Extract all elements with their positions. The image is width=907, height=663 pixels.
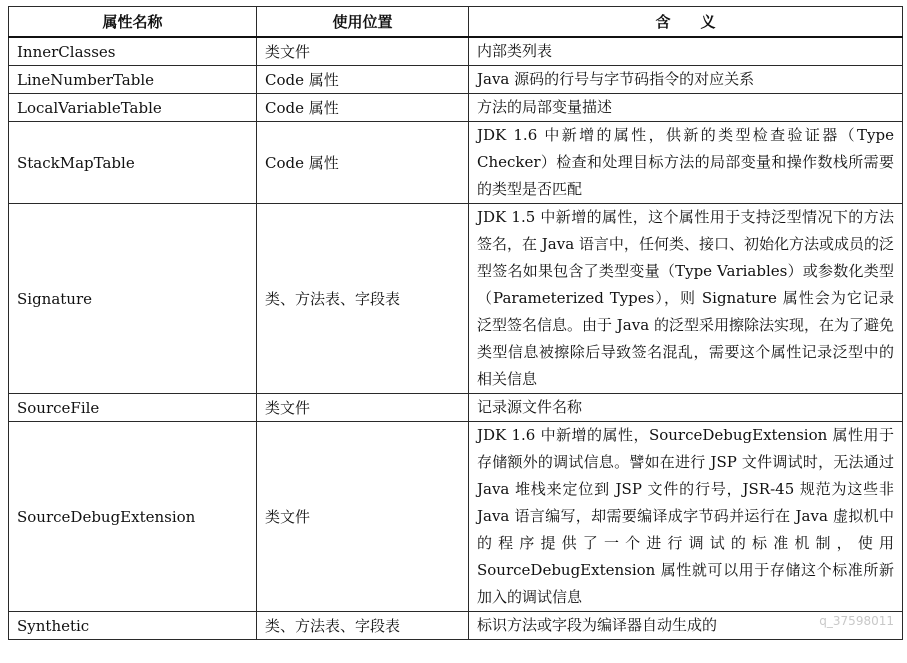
table-row bbox=[9, 394, 903, 422]
table-row bbox=[9, 94, 903, 122]
attribute-table bbox=[8, 6, 903, 640]
attribute-name-cell: InnerClasses bbox=[9, 37, 257, 66]
table-row bbox=[9, 37, 903, 66]
meaning-cell: JDK 1.6 中新增的属性，供新的类型检查验证器（Type Checker）检查和处理目标方法的局部变量和操作数栈所需要的类型是否匹配 bbox=[469, 122, 903, 204]
attribute-name-cell: SourceDebugExtension bbox=[9, 422, 257, 612]
meaning-cell: 内部类列表 bbox=[469, 37, 903, 66]
header-usage-location: 使用位置 bbox=[257, 7, 469, 38]
meaning-cell: 方法的局部变量描述 bbox=[469, 94, 903, 122]
attribute-name-cell: SourceFile bbox=[9, 394, 257, 422]
meaning-text: 标识方法或字段为编译器自动生成的 bbox=[477, 616, 718, 634]
table-row bbox=[9, 66, 903, 94]
table-row bbox=[9, 612, 903, 640]
usage-location-cell: 类、方法表、字段表 bbox=[257, 612, 469, 640]
meaning-cell: 记录源文件名称 bbox=[469, 394, 903, 422]
meaning-cell: JDK 1.5 中新增的属性，这个属性用于支持泛型情况下的方法签名，在 Java 语言中，任何类、接口、初始化方法或成员的泛型签名如果包含了类型变量（Type Variables）或参数化类型（Parameterized Types），则 Signature 属性会为它记录泛型签名信息。由于 Java 的泛型采用擦除法实现，在为了避免类型信息被擦除后导致签名混乱，需要这个属性记录泛型中的相关信息 bbox=[469, 204, 903, 394]
meaning-cell bbox=[469, 612, 903, 640]
meaning-cell: Java 源码的行号与字节码指令的对应关系 bbox=[469, 66, 903, 94]
table-row bbox=[9, 422, 903, 612]
usage-location-cell: 类文件 bbox=[257, 37, 469, 66]
attribute-name-cell: LocalVariableTable bbox=[9, 94, 257, 122]
meaning-cell: JDK 1.6 中新增的属性，SourceDebugExtension 属性用于存储额外的调试信息。譬如在进行 JSP 文件调试时，无法通过 Java 堆栈来定位到 JSP 文件的行号，JSR-45 规范为这些非 Java 语言编写，却需要编译成字节码并运行在 Java 虚拟机中的程序提供了一个进行调试的标准机制，使用 SourceDebugExtension 属性就可以用于存储这个标准所新加入的调试信息 bbox=[469, 422, 903, 612]
usage-location-cell: 类文件 bbox=[257, 394, 469, 422]
usage-location-cell: 类文件 bbox=[257, 422, 469, 612]
usage-location-cell: Code 属性 bbox=[257, 94, 469, 122]
usage-location-cell: Code 属性 bbox=[257, 66, 469, 94]
usage-location-cell: 类、方法表、字段表 bbox=[257, 204, 469, 394]
attribute-name-cell: Signature bbox=[9, 204, 257, 394]
header-meaning: 含 义 bbox=[469, 7, 903, 38]
attribute-name-cell: LineNumberTable bbox=[9, 66, 257, 94]
attribute-name-cell: StackMapTable bbox=[9, 122, 257, 204]
table-row bbox=[9, 122, 903, 204]
table-row bbox=[9, 204, 903, 394]
header-attribute-name: 属性名称 bbox=[9, 7, 257, 38]
attribute-name-cell: Synthetic bbox=[9, 612, 257, 640]
usage-location-cell: Code 属性 bbox=[257, 122, 469, 204]
watermark-text: q_37598011 bbox=[819, 614, 894, 628]
header-row bbox=[9, 7, 903, 38]
